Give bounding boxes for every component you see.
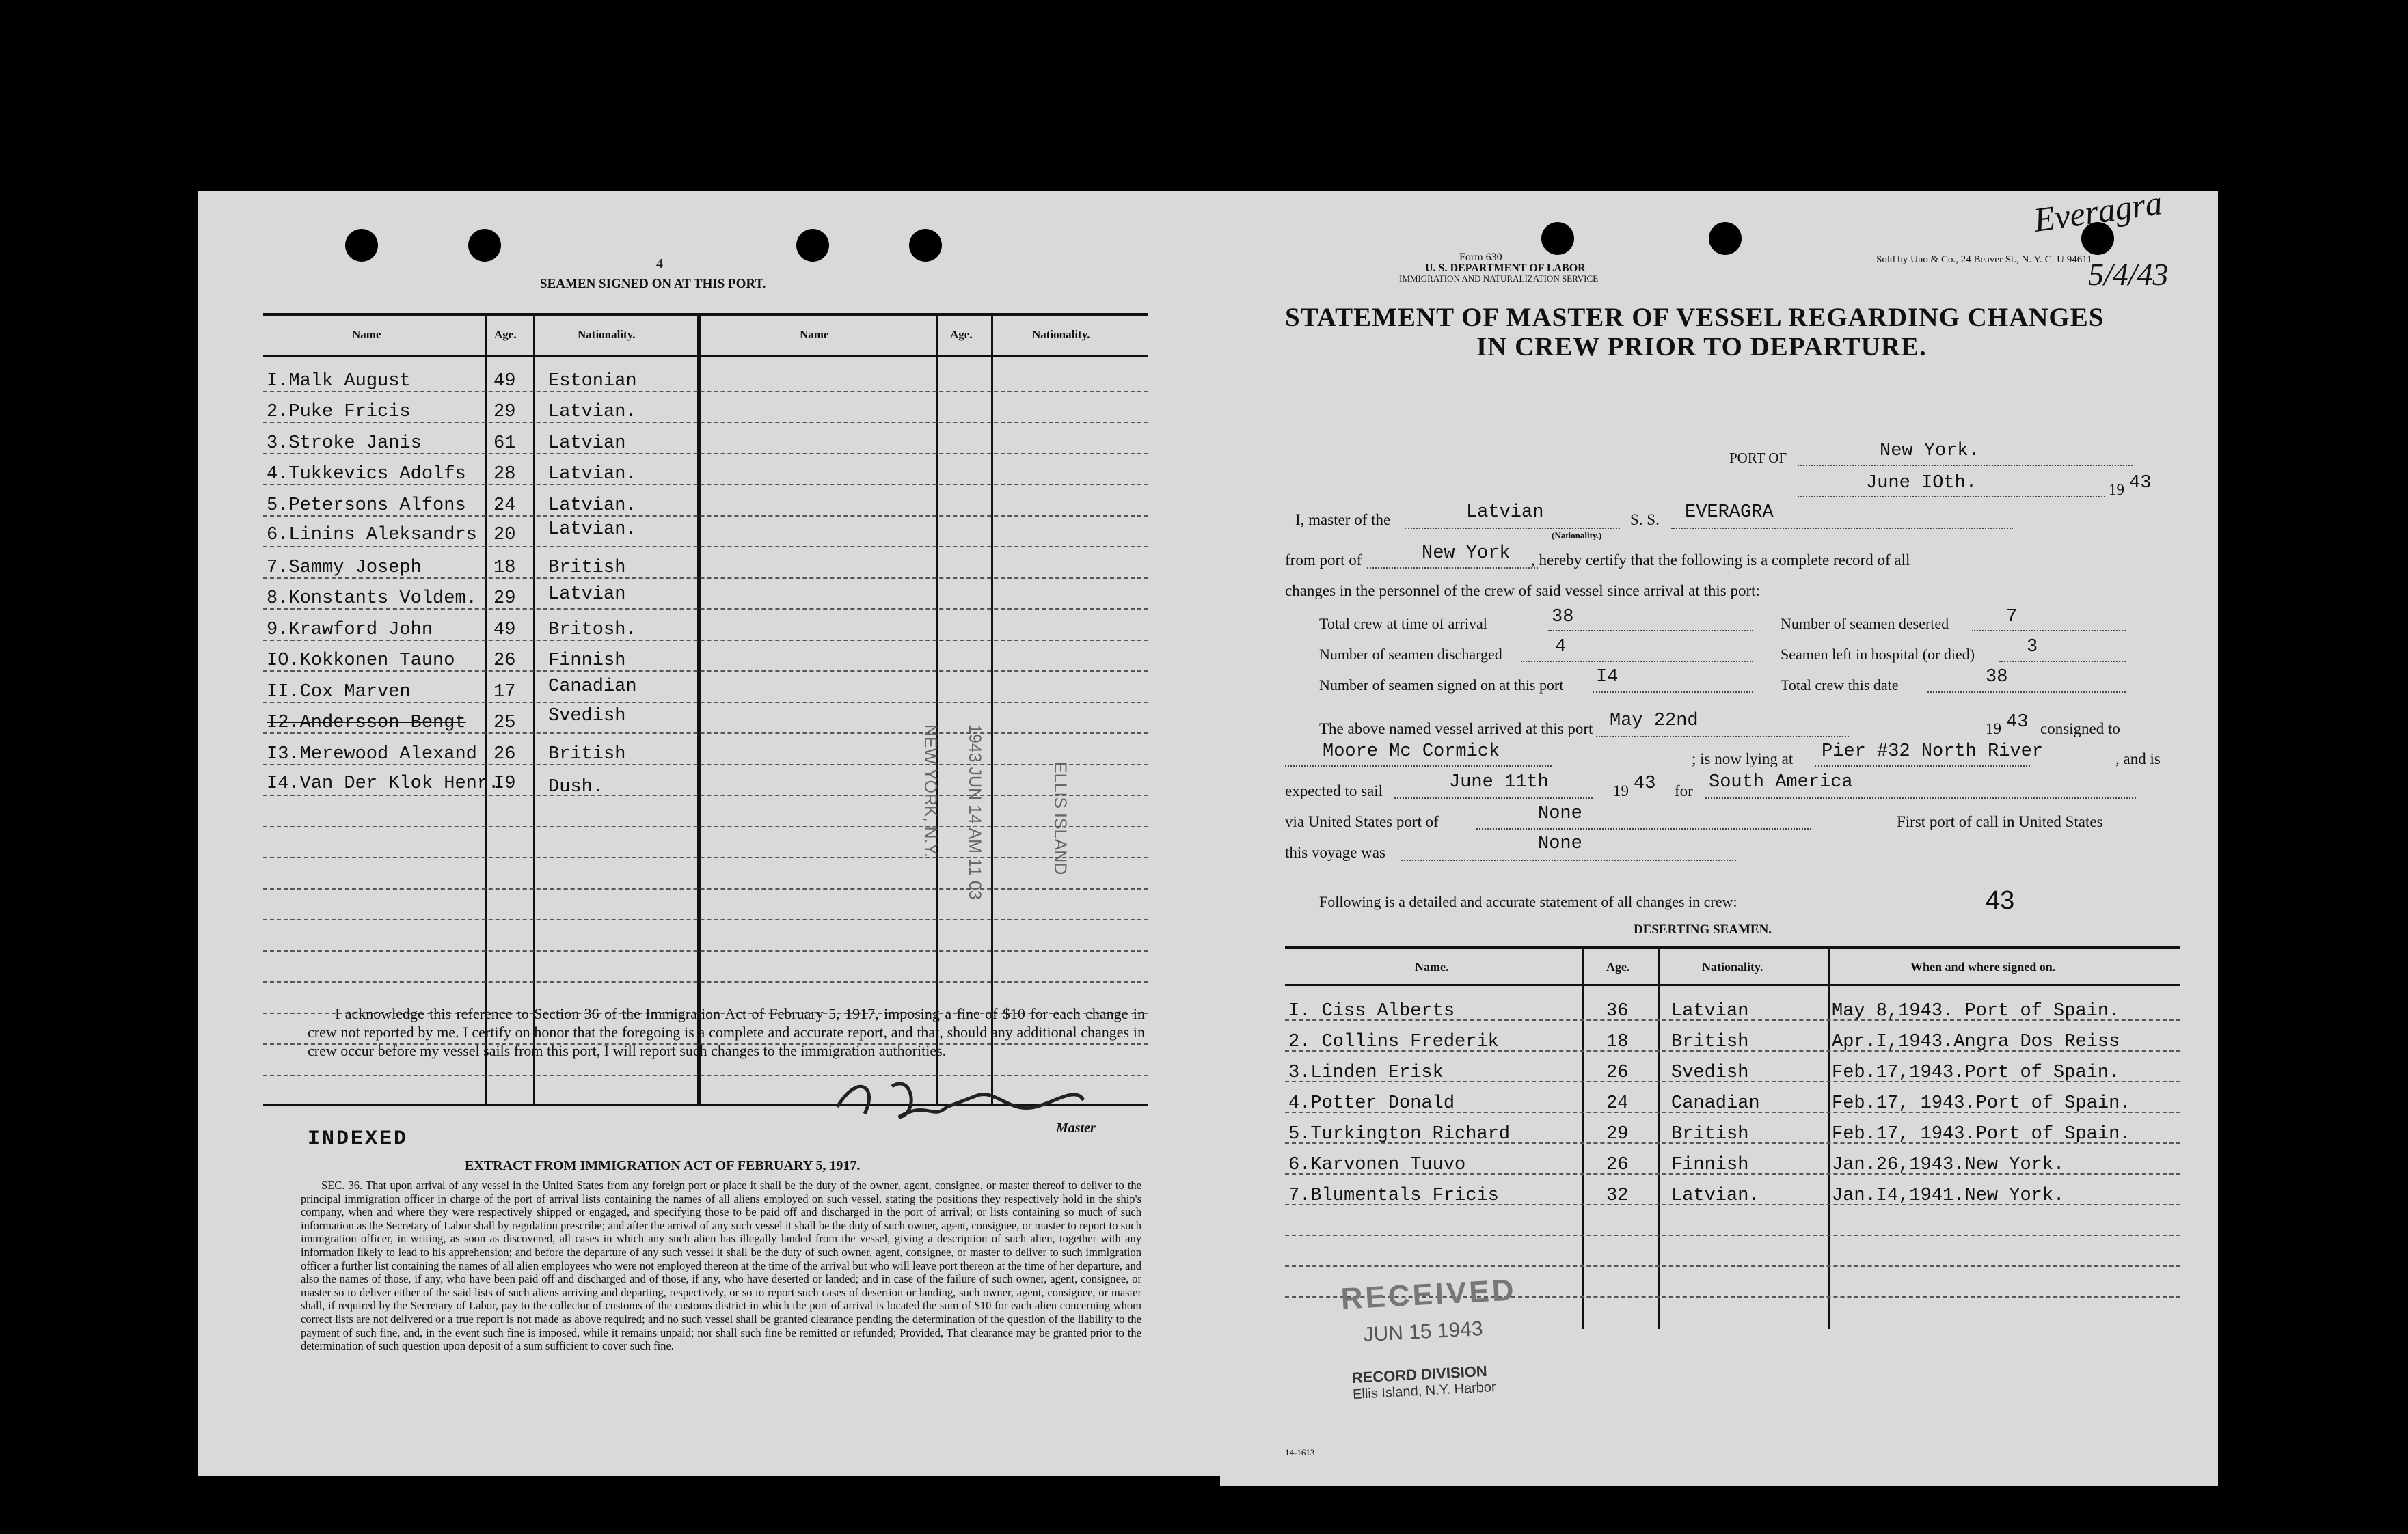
year-value: 43 <box>2129 473 2152 493</box>
stat-discharged-label: Number of seamen discharged <box>1319 646 1502 663</box>
voyage-line <box>1401 860 1736 861</box>
from-port-line <box>1367 567 1538 569</box>
following-label: Following is a detailed and accurate statement of all changes in crew: <box>1319 893 1737 910</box>
seaman-age: 49 <box>493 620 516 640</box>
seaman-nationality: British <box>548 558 626 578</box>
certify-text-1: , hereby certify that the following is a complete record of all <box>1531 551 1910 569</box>
seaman-name: II.Cox Marven <box>267 682 411 702</box>
deserter-age: 29 <box>1606 1124 1629 1145</box>
col-header-age: Age. <box>1606 960 1630 974</box>
seaman-nationality: Latvian. <box>548 402 637 422</box>
expected-label: expected to sail <box>1285 782 1383 799</box>
stat-total-date-value: 38 <box>1986 667 2008 687</box>
received-label: RECEIVED <box>1340 1273 1517 1316</box>
deserter-age: 26 <box>1606 1063 1629 1083</box>
binder-hole <box>468 229 501 262</box>
master-label: Master <box>1056 1121 1096 1136</box>
destination-line <box>1705 797 2136 799</box>
stamp-date: 1943 JUN 14 AM 11 03 <box>965 724 984 900</box>
port-label: PORT OF <box>1729 450 1787 466</box>
statute-text: SEC. 36. That upon arrival of any vessel in the United States from any foreign port or place it shall be the duty of the owner, agent, consignee, or master thereof to deliver to the principal immigration officer in charge of the port of arrival lists containing the names of all aliens employed on such vessel, stating the positions they respectively hold in the ship's company, when and where they were respectively shipped or engaged, and specifying those to be paid off and discharged in the port of arrival; or lists containing so much of such information as the Secretary of Labor shall by regulation prescribe; and after the arrival of any such vessel it shall be the duty of such owner, agent, consignee, or master to report to such immigration officer, in writing, as soon as discovered, all cases in which any such alien has illegally landed from the vessel, giving a description of such alien, together with any information likely to lead to his apprehension; and before the departure of any such vessel it shall be the duty of such owner, agent, consignee, or master to deliver to such immigration officer a further list containing the names of all alien employees who were not employed thereon at the time of the arrival but who will leave port thereon at the time of her departure, and also the names of those, if any, who have been paid off and discharged and of those, if any, who have deserted or landed; and in case of the failure of such owner, agent, consignee, or master so to deliver either of the said lists of such aliens arriving and departing, respectively, or so to report such cases of desertion or landing, such owner, agent, consignee, or master shall, if required by the Secretary of Labor, pay to the collector of customs of the customs district in which the port of arrival is located the sum of $10 for each alien concerning whom correct lists are not delivered or a true report is not made as above required; and no such vessel shall be granted clearance pending the determination of the question of the liability to the payment of such fine, and, in the event such fine is imposed, while it remains unpaid; nor shall such fine be remitted or refunded; Provided, That clearance may be granted prior to the determination of such question upon deposit of a sum sufficient to cover such fine. <box>301 1179 1141 1353</box>
date-stamp <box>964 724 984 900</box>
port-value: New York. <box>1880 441 1979 461</box>
handwritten-ship-name: Everagra <box>2031 183 2165 239</box>
year-prefix: 19 <box>2109 481 2124 498</box>
ss-label: S. S. <box>1630 511 1660 528</box>
stamp-city: NEW YORK, N.Y. <box>921 724 940 858</box>
deserter-nationality: British <box>1671 1032 1749 1052</box>
date-line <box>1798 496 2105 497</box>
stamp-island: ELLIS ISLAND <box>1051 762 1070 875</box>
seaman-name: 8.Konstants Voldem. <box>267 588 477 609</box>
col-divider <box>1828 946 1830 1329</box>
stat-discharged-value: 4 <box>1555 637 1567 657</box>
consignee-line <box>1285 765 1552 767</box>
row-rule <box>263 919 1148 920</box>
ship-line <box>1671 528 2013 529</box>
left-page <box>198 191 1220 1476</box>
seaman-nationality: Canadian <box>548 676 637 697</box>
master-of-label: I, master of the <box>1295 511 1391 528</box>
seaman-name: 6.Linins Aleksandrs <box>267 525 477 545</box>
seaman-age: 29 <box>493 588 516 609</box>
right-page <box>1220 183 2218 1486</box>
seaman-nationality: Dush. <box>548 777 604 797</box>
deserter-nationality: British <box>1671 1124 1749 1145</box>
seaman-name: I.Malk August <box>267 371 411 392</box>
seaman-name: 5.Petersons Alfons <box>267 495 466 516</box>
stat-signed-on-label: Number of seamen signed on at this port <box>1319 676 1564 694</box>
pier-line <box>1815 765 2030 767</box>
stat-hospital-value: 3 <box>2027 637 2038 657</box>
col-header-signed: When and where signed on. <box>1910 960 2056 974</box>
acknowledgment-text: I acknowledge this reference to Section 36 of the Immigration Act of February 5, 1917, imposing a fine of $10 for each change in crew not reported by me. I certify on honor that the foregoing is a complete and accurate report, and that, should any additional changes in crew occur before my vessel sails from this port, I will report such changes to the immigration authorities. <box>308 1005 1145 1059</box>
seaman-nationality: Latvian <box>548 584 626 605</box>
row-rule <box>263 546 1148 547</box>
seaman-name: 2.Puke Fricis <box>267 402 411 422</box>
from-port-value: New York <box>1422 543 1511 564</box>
deserter-name: 4.Potter Donald <box>1288 1093 1455 1114</box>
seaman-nationality: Finnish <box>548 650 626 671</box>
row-rule <box>263 857 1148 858</box>
section-title: SEAMEN SIGNED ON AT THIS PORT. <box>540 277 766 291</box>
nationality-value: Latvian <box>1466 502 1544 523</box>
seaman-age: 20 <box>493 525 516 545</box>
table-top-rule <box>1285 946 2180 949</box>
row-rule <box>1285 1265 2180 1267</box>
col-divider <box>533 313 535 1106</box>
deserter-age: 24 <box>1606 1093 1629 1114</box>
col-header-name: Name. <box>1415 960 1449 974</box>
arrived-label: The above named vessel arrived at this port <box>1319 720 1593 737</box>
arrived-value: May 22nd <box>1610 711 1699 731</box>
deserter-nationality: Finnish <box>1671 1155 1749 1175</box>
deserter-age: 32 <box>1606 1186 1629 1206</box>
consigned-label: consigned to <box>2040 720 2120 737</box>
stat-total-arrival-label: Total crew at time of arrival <box>1319 615 1487 632</box>
from-port-label: from port of <box>1285 551 1362 569</box>
deserter-name: 7.Blumentals Fricis <box>1288 1186 1499 1206</box>
seaman-age: 24 <box>493 495 516 516</box>
deserter-name: 5.Turkington Richard <box>1288 1124 1511 1145</box>
pier-value: Pier #32 North River <box>1822 741 2044 762</box>
record-division: RECORD DIVISION <box>1351 1362 1488 1387</box>
sail-line <box>1394 797 1593 799</box>
seaman-name: 4.Tukkevics Adolfs <box>267 464 466 484</box>
destination-value: South America <box>1709 772 1853 793</box>
seaman-name: IO.Kokkonen Tauno <box>267 650 455 671</box>
deserter-name: 2. Collins Frederik <box>1288 1032 1499 1052</box>
col-header-nationality: Nationality. <box>578 328 636 341</box>
printer-label: Sold by Uno & Co., 24 Beaver St., N. Y. C. U 94611 <box>1876 254 2092 265</box>
seaman-age: 26 <box>493 650 516 671</box>
binder-hole <box>796 229 829 262</box>
deserter-nationality: Canadian <box>1671 1093 1760 1114</box>
sail-value: June 11th <box>1449 772 1549 793</box>
deserter-name: I. Ciss Alberts <box>1288 1001 1455 1022</box>
row-rule <box>263 981 1148 983</box>
stat-line <box>1972 630 2126 631</box>
deserter-age: 18 <box>1606 1032 1629 1052</box>
deserter-nationality: Latvian. <box>1671 1186 1760 1206</box>
deserter-age: 36 <box>1606 1001 1629 1022</box>
first-call-label: First port of call in United States <box>1897 813 2103 830</box>
seaman-nationality: Latvian <box>548 433 626 454</box>
consignee-value: Moore Mc Cormick <box>1323 741 1500 762</box>
binder-hole <box>1541 222 1574 255</box>
seaman-nationality: Latvian. <box>548 495 637 516</box>
sail-year-prefix: 19 <box>1613 782 1629 799</box>
deserter-signed: Feb.17, 1943.Port of Spain. <box>1832 1093 2131 1114</box>
voyage-label: this voyage was <box>1285 844 1385 861</box>
lying-label: ; is now lying at <box>1692 750 1794 767</box>
seaman-nationality: Latvian. <box>548 464 637 484</box>
date-value: June IOth. <box>1866 473 1977 493</box>
seaman-name: I2.Andersson Bengt <box>267 713 466 733</box>
binder-hole <box>345 229 378 262</box>
deserter-signed: Jan.I4,1941.New York. <box>1832 1186 2065 1206</box>
col-header-name-2: Name <box>800 328 829 341</box>
deserting-title: DESERTING SEAMEN. <box>1634 922 1772 937</box>
seaman-age: 49 <box>493 371 516 392</box>
sail-year: 43 <box>1634 773 1656 794</box>
deserter-nationality: Svedish <box>1671 1063 1749 1083</box>
stat-deserted-label: Number of seamen deserted <box>1781 615 1949 632</box>
col-divider <box>697 313 701 1106</box>
table-top-rule <box>263 313 1148 316</box>
seaman-nationality: Britosh. <box>548 620 637 640</box>
arrived-line <box>1596 736 1849 737</box>
arrived-year: 43 <box>2006 712 2029 732</box>
table-header-rule <box>1285 984 2180 986</box>
deserter-name: 6.Karvonen Tuuvo <box>1288 1155 1466 1175</box>
form-title-line2: IN CREW PRIOR TO DEPARTURE. <box>1476 332 1927 361</box>
deserter-nationality: Latvian <box>1671 1001 1749 1022</box>
table-header-rule <box>263 355 1148 357</box>
col-divider <box>1658 946 1660 1329</box>
certify-text-2: changes in the personnel of the crew of said vessel since arrival at this port: <box>1285 582 1760 599</box>
department-label: U. S. DEPARTMENT OF LABOR <box>1425 262 1586 274</box>
seaman-nationality: Estonian <box>548 371 637 392</box>
row-rule <box>263 826 1148 827</box>
via-line <box>1476 828 1811 830</box>
ellis-island-label: Ellis Island, N.Y. Harbor <box>1352 1380 1497 1403</box>
deserter-signed: May 8,1943. Port of Spain. <box>1832 1001 2120 1022</box>
seaman-name: I4.Van Der Klok Henr. <box>267 773 500 794</box>
row-rule <box>1285 1235 2180 1236</box>
col-divider <box>485 313 487 1106</box>
stat-deserted-value: 7 <box>2006 607 2018 627</box>
page-count: 43 <box>1986 886 2015 915</box>
form-title-line1: STATEMENT OF MASTER OF VESSEL REGARDING CHANGES <box>1285 303 2105 332</box>
stat-total-arrival-value: 38 <box>1552 607 1574 627</box>
handwritten-number: 5/4/43 <box>2088 257 2169 292</box>
indexed-stamp: INDEXED <box>308 1127 409 1151</box>
seaman-age: I9 <box>493 773 516 794</box>
ship-value: EVERAGRA <box>1685 502 1774 523</box>
binder-hole <box>1709 222 1742 255</box>
stat-total-date-label: Total crew this date <box>1781 676 1899 694</box>
seaman-age: 25 <box>493 713 516 733</box>
page-number: 4 <box>656 256 663 271</box>
seaman-age: 18 <box>493 558 516 578</box>
col-divider <box>991 313 993 1106</box>
via-value: None <box>1538 804 1582 824</box>
seaman-age: 17 <box>493 682 516 702</box>
seaman-age: 26 <box>493 744 516 765</box>
row-rule <box>263 795 1148 796</box>
date-stamp-city <box>920 724 940 858</box>
col-header-nationality-2: Nationality. <box>1032 328 1090 341</box>
stat-line <box>1548 630 1753 631</box>
nationality-caption: (Nationality.) <box>1552 530 1602 540</box>
received-date: JUN 15 1943 <box>1362 1317 1484 1347</box>
extract-title: EXTRACT FROM IMMIGRATION ACT OF FEBRUARY 5, 1917. <box>465 1158 861 1173</box>
deserter-age: 26 <box>1606 1155 1629 1175</box>
and-is-label: , and is <box>2115 750 2161 767</box>
deserter-signed: Feb.17,1943.Port of Spain. <box>1832 1063 2120 1083</box>
service-label: IMMIGRATION AND NATURALIZATION SERVICE <box>1399 273 1599 284</box>
stat-line <box>1927 691 2126 693</box>
for-label: for <box>1675 782 1693 799</box>
stat-line <box>1593 691 1753 693</box>
seaman-nationality: Svedish <box>548 706 626 726</box>
col-header-name: Name <box>352 328 381 341</box>
seaman-age: 28 <box>493 464 516 484</box>
arrived-year-prefix: 19 <box>1986 720 2001 737</box>
col-divider <box>1582 946 1584 1329</box>
col-header-age-2: Age. <box>950 328 973 341</box>
row-rule <box>263 888 1148 890</box>
seaman-name: 7.Sammy Joseph <box>267 558 422 578</box>
stat-signed-on-value: I4 <box>1596 667 1619 687</box>
deserter-signed: Feb.17, 1943.Port of Spain. <box>1832 1124 2131 1145</box>
form-number: Form 630 <box>1459 251 1502 263</box>
row-rule <box>263 950 1148 952</box>
stat-line <box>1999 661 2126 662</box>
stat-line <box>1521 661 1753 662</box>
deserter-signed: Jan.26,1943.New York. <box>1832 1155 2065 1175</box>
seaman-age: 61 <box>493 433 516 454</box>
seaman-nationality: British <box>548 744 626 765</box>
deserter-name: 3.Linden Erisk <box>1288 1063 1444 1083</box>
seaman-name: I3.Merewood Alexand <box>267 744 477 765</box>
date-stamp-island <box>1050 762 1070 875</box>
deserter-signed: Apr.I,1943.Angra Dos Reiss <box>1832 1032 2120 1052</box>
col-header-nationality: Nationality. <box>1702 960 1763 974</box>
port-line <box>1798 465 2133 466</box>
seaman-age: 29 <box>493 402 516 422</box>
footer-code: 14-1613 <box>1285 1447 1315 1457</box>
stat-hospital-label: Seamen left in hospital (or died) <box>1781 646 1975 663</box>
voyage-value: None <box>1538 834 1582 854</box>
binder-hole <box>909 229 942 262</box>
seaman-name: 3.Stroke Janis <box>267 433 422 454</box>
seaman-name: 9.Krawford John <box>267 620 433 640</box>
col-header-age: Age. <box>494 328 517 341</box>
col-divider <box>936 313 938 1106</box>
seaman-nationality: Latvian. <box>548 519 637 540</box>
received-stamp <box>1340 1273 1522 1403</box>
via-label: via United States port of <box>1285 813 1439 830</box>
nationality-line <box>1405 528 1620 529</box>
